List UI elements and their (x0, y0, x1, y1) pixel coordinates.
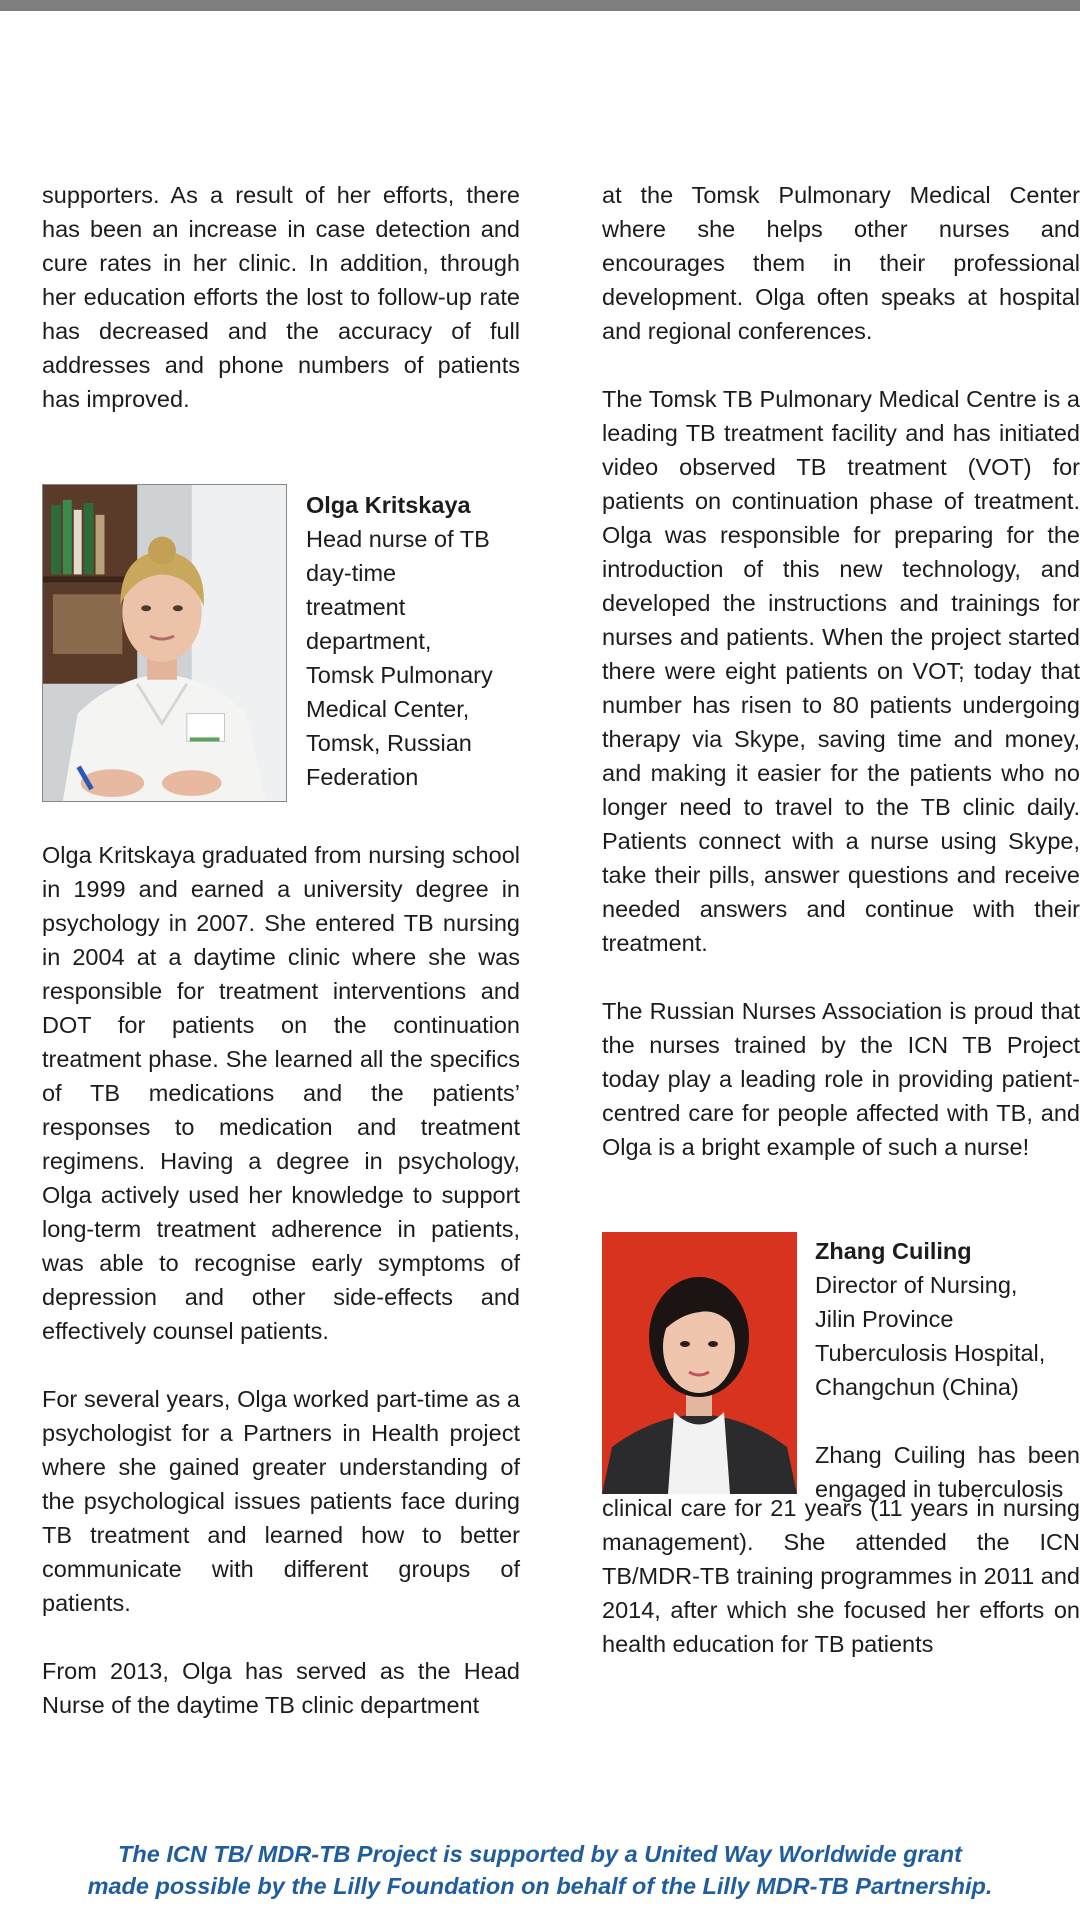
photo-olga-kritskaya (42, 484, 287, 802)
footer-funding-note (0, 1838, 1080, 1902)
profile-title-line: Tomsk, Russian (306, 730, 472, 756)
footer-line-2: made possible by the Lilly Foundation on behalf of the Lilly MDR-TB Partnership. (87, 1873, 993, 1899)
profile-olga-caption (306, 488, 520, 794)
paragraph-zhang-intro: Zhang Cuiling has been engaged in tuberculosis (815, 1442, 1080, 1502)
photo-zhang-cuiling (602, 1232, 797, 1494)
profile-title-line: department, (306, 628, 432, 654)
paragraph-zhang-career: clinical care for 21 years (11 years in nursing management). She attended the ICN TB/MDR-TB training programmes in 2011 and 2014, after which she focused her efforts on health education for TB patients (602, 1495, 1080, 1657)
right-column (602, 178, 1080, 1661)
left-column (42, 178, 520, 1722)
profile-title-line: Medical Center, (306, 696, 470, 722)
profile-title-line: Changchun (China) (815, 1374, 1019, 1400)
paragraph-russian-nurses-association: The Russian Nurses Association is proud that the nurses trained by the ICN TB Project today play a leading role in providing patient-centred care for people affected with TB, and Olga is a bright example of such a nurse! (602, 998, 1080, 1160)
profile-zhang (602, 1232, 1080, 1502)
paragraph-from-2013: From 2013, Olga has served as the Head Nurse of the daytime TB clinic department (42, 1658, 520, 1718)
paragraph-intro: supporters. As a result of her efforts, there has been an increase in case detection and cure rates in her clinic. In addition, through her education efforts the lost to follow-up rate has decreased and the accuracy of full addresses and phone numbers of patients has improved. (42, 182, 520, 412)
paragraph-continuation: at the Tomsk Pulmonary Medical Center where she helps other nurses and encourages them in their professional development. Olga often speaks at hospital and regional conferences. (602, 182, 1080, 344)
profile-title-line: Jilin Province (815, 1306, 954, 1332)
paragraph-vot: The Tomsk TB Pulmonary Medical Centre is a leading TB treatment facility and has initiated video observed TB treatment (VOT) for patients on continuation phase of treatment. Olga was responsible for preparing for the introduction of this new technology, and developed the instructions and trainings for nurses and patients. When the project started there were eight patients on VOT; today that number has risen to 80 patients undergoing therapy via Skype, saving time and money, and making it easier for the patients who no longer need to travel to the TB clinic daily. Patients connect with a nurse using Skype, take their pills, answer questions and receive needed answers and continue with their treatment. (602, 386, 1080, 956)
profile-title-line: Tomsk Pulmonary (306, 662, 493, 688)
paragraph-partners-in-health: For several years, Olga worked part-time as a psychologist for a Partners in Health project where she gained greater understanding of the psychological issues patients face during TB treatment and learned how to better communicate with different groups of patients. (42, 1386, 520, 1616)
profile-olga (42, 484, 520, 804)
profile-title-line: Tuberculosis Hospital, (815, 1340, 1046, 1366)
footer-line-1: The ICN TB/ MDR-TB Project is supported by a United Way Worldwide grant (118, 1841, 962, 1867)
paragraph-bio: Olga Kritskaya graduated from nursing school in 1999 and earned a university degree in psychology in 2007. She entered TB nursing in 2004 at a daytime clinic where she was responsible for treatment interventions and DOT for patients on the continuation treatment phase. She learned all the specifics of TB medications and the patients’ responses to medication and treatment regimens. Having a degree in psychology, Olga actively used her knowledge to support long-term treatment adherence in patients, was able to recognise early symptoms of depression and other side-effects and effectively counsel patients. (42, 842, 520, 1344)
profile-title-line: treatment (306, 594, 406, 620)
profile-title-line: Federation (306, 764, 419, 790)
profile-title-line: day-time (306, 560, 397, 586)
profile-zhang-caption (815, 1234, 1080, 1404)
profile-name: Olga Kritskaya (306, 492, 471, 518)
profile-name: Zhang Cuiling (815, 1238, 972, 1264)
top-bar (0, 0, 1080, 11)
profile-title-line: Head nurse of TB (306, 526, 490, 552)
profile-title-line: Director of Nursing, (815, 1272, 1018, 1298)
